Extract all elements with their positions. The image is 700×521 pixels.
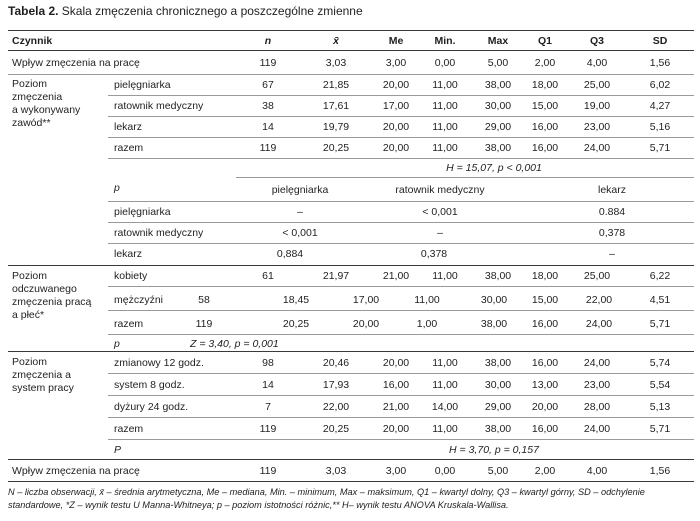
row-label: pielęgniarka (114, 206, 171, 218)
group-title-line: Poziom (12, 78, 48, 90)
value-cell: 11,00 (432, 79, 458, 91)
value-cell: 11,00 (432, 357, 458, 369)
table-rule (8, 351, 694, 352)
table-bottom-rule (8, 481, 694, 482)
group-title-line: a płeć* (12, 309, 45, 321)
value-cell: 29,00 (484, 401, 512, 413)
row-label: dyżury 24 godz. (114, 401, 189, 413)
table-footnote: N – liczba obserwacji, x̄ – średnia arytmetyczna, Me – mediana, Min. – minimum, Max – maksimum, Q1 – kwartyl dolny, Q3 – kwartyl górny, SD – odchylenie standardowe, *Z – wynik testu U Manna-Whitneya; p – poziom istotności różnic,** H– wynik testu ANOVA Kruskala-Wallisa. (8, 487, 645, 510)
value-cell: 22,00 (322, 401, 350, 413)
table-rule (108, 334, 694, 335)
p-header: pielęgniarka (271, 184, 329, 196)
header-q3: Q3 (589, 35, 605, 47)
statistics-table (8, 30, 694, 482)
value-cell: 14,00 (431, 401, 459, 413)
value-cell: 20,00 (382, 79, 410, 91)
value-cell: 20,00 (352, 318, 380, 330)
value-cell: 25,00 (583, 270, 611, 282)
value-cell: 11,00 (432, 270, 458, 282)
group-title-line: odczuwanego (12, 283, 77, 295)
value-cell: 38,00 (484, 270, 512, 282)
group-title (12, 356, 74, 395)
value-cell: 21,97 (322, 270, 350, 282)
value-cell: 38,00 (484, 79, 512, 91)
table-rule (108, 286, 694, 287)
p-label: P (114, 444, 122, 456)
value-cell: 5,00 (487, 465, 509, 477)
value-cell: 2,00 (534, 57, 556, 69)
header-sd: SD (652, 35, 668, 47)
p-value: – (297, 206, 303, 218)
value-cell: 5,13 (649, 401, 671, 413)
group-title-line: Poziom (12, 270, 48, 282)
p-label: p (114, 182, 120, 194)
value-cell: 98 (262, 357, 274, 369)
value-cell: 20,46 (322, 357, 350, 369)
value-cell: 16,00 (382, 379, 410, 391)
value-cell: 16,00 (531, 357, 559, 369)
value-cell: 4,00 (586, 465, 608, 477)
value-cell: 13,00 (531, 379, 559, 391)
value-cell: 29,00 (484, 121, 512, 133)
value-cell: 14 (262, 379, 274, 391)
value-cell: 3,03 (325, 465, 347, 477)
value-cell: 5,71 (649, 318, 671, 330)
p-value: < 0,001 (282, 227, 318, 239)
value-cell: 61 (262, 270, 274, 282)
table-rule (108, 222, 694, 223)
table-top-rule (8, 30, 694, 31)
table-rule (108, 373, 694, 374)
value-cell: 16,00 (531, 121, 559, 133)
value-cell: 20,25 (282, 318, 310, 330)
header-max: Max (487, 35, 509, 47)
p-header: ratownik medyczny (395, 184, 485, 196)
value-cell: 11,00 (414, 294, 440, 306)
value-cell: 7 (265, 401, 271, 413)
header-min: Min. (434, 35, 456, 47)
value-cell: 24,00 (583, 423, 611, 435)
value-cell: 14 (262, 121, 274, 133)
value-cell: 21,00 (382, 401, 410, 413)
value-cell: 119 (259, 57, 277, 69)
row-label: pielęgniarka (114, 79, 171, 91)
row-label: ratownik medyczny (114, 227, 204, 239)
p-value: 0,378 (420, 248, 448, 260)
table-rule (8, 74, 694, 75)
group-title (12, 78, 80, 130)
value-cell: 30,00 (480, 294, 508, 306)
value-cell: 1,00 (416, 318, 438, 330)
value-cell: 4,00 (586, 57, 608, 69)
value-cell: 38,00 (484, 357, 512, 369)
value-cell: 11,00 (432, 142, 458, 154)
value-cell: 119 (259, 423, 277, 435)
value-cell: 3,00 (385, 57, 407, 69)
table-caption-label: Tabela 2. (8, 4, 59, 18)
p-value: 0,378 (598, 227, 626, 239)
group-title-line: zmęczenia a (12, 369, 71, 381)
value-cell: 21,00 (382, 270, 410, 282)
value-cell: 6,22 (649, 270, 671, 282)
value-cell: 30,00 (484, 379, 512, 391)
group-title-line: a wykonywany (12, 104, 81, 116)
value-cell: 24,00 (585, 318, 613, 330)
group-title-line: zmęczenia (12, 91, 63, 103)
value-cell: 16,00 (531, 142, 559, 154)
table-caption-text: Skala zmęczenia chronicznego a poszczególne zmienne (58, 4, 363, 18)
header-n: n (264, 35, 272, 47)
table-rule (108, 137, 694, 138)
table-rule (108, 243, 694, 244)
table-rule (108, 158, 694, 159)
group-title-line: zmęczenia pracą (12, 296, 92, 308)
value-cell: 5,00 (487, 57, 509, 69)
value-cell: 38 (262, 100, 274, 112)
table-rule (108, 395, 694, 396)
value-cell: 17,00 (352, 294, 380, 306)
row-label: Wpływ zmęczenia na pracę (12, 465, 140, 477)
p-value: – (437, 227, 443, 239)
table-rule (108, 310, 694, 311)
table-rule (8, 265, 694, 266)
table-rule (236, 177, 694, 178)
value-cell: 0,00 (434, 57, 456, 69)
value-cell: 18,00 (531, 79, 559, 91)
value-cell: 22,00 (585, 294, 613, 306)
value-cell: 11,00 (432, 121, 458, 133)
value-cell: 20,25 (322, 423, 350, 435)
value-cell: 18,00 (531, 270, 559, 282)
header-q1: Q1 (537, 35, 553, 47)
value-cell: 1,56 (649, 465, 671, 477)
value-cell: 11,00 (432, 100, 458, 112)
p-header: lekarz (597, 184, 627, 196)
value-cell: 17,00 (382, 100, 410, 112)
row-label: mężczyźni (114, 294, 164, 306)
value-cell: 20,25 (322, 142, 350, 154)
value-cell: 25,00 (583, 79, 611, 91)
row-label: system 8 godz. (114, 379, 185, 391)
header-rule (8, 50, 694, 51)
value-cell: 5,71 (649, 142, 671, 154)
value-cell: 3,00 (385, 465, 407, 477)
value-cell: 4,51 (649, 294, 671, 306)
value-cell: 119 (259, 142, 277, 154)
row-label: lekarz (114, 121, 143, 133)
value-cell: 17,93 (322, 379, 350, 391)
table-rule (108, 116, 694, 117)
value-cell: 38,00 (484, 142, 512, 154)
test-result: Z = 3,40, p = 0,001 (190, 338, 279, 350)
value-cell: 119 (259, 465, 277, 477)
value-cell: 4,27 (649, 100, 671, 112)
value-cell: 23,00 (583, 379, 611, 391)
row-label: lekarz (114, 248, 143, 260)
row-label: kobiety (114, 270, 148, 282)
table-rule (108, 417, 694, 418)
row-label: razem (114, 142, 144, 154)
table-rule (108, 439, 694, 440)
table-rule (108, 95, 694, 96)
group-title-line: zawód** (12, 117, 51, 129)
row-label: Wpływ zmęczenia na pracę (12, 57, 140, 69)
value-cell: 5,74 (649, 357, 671, 369)
table-rule (108, 201, 694, 202)
value-cell: 19,79 (322, 121, 350, 133)
value-cell: 58 (198, 294, 210, 306)
row-label: zmianowy 12 godz. (114, 357, 204, 369)
value-cell: 119 (195, 318, 213, 330)
value-cell: 2,00 (534, 465, 556, 477)
value-cell: 24,00 (583, 142, 611, 154)
value-cell: 20,00 (382, 121, 410, 133)
value-cell: 16,00 (531, 423, 559, 435)
table-rule (8, 459, 694, 460)
group-title-line: system pracy (12, 382, 74, 394)
value-cell: 0,00 (434, 465, 456, 477)
p-value: 0.884 (598, 206, 626, 218)
value-cell: 11,00 (432, 423, 458, 435)
value-cell: 20,00 (382, 423, 410, 435)
value-cell: 15,00 (531, 100, 559, 112)
row-label: razem (114, 423, 144, 435)
value-cell: 11,00 (432, 379, 458, 391)
test-result: H = 3,70, p = 0,157 (449, 444, 539, 456)
group-title (12, 270, 91, 322)
p-value: < 0,001 (422, 206, 458, 218)
p-value: 0,884 (276, 248, 304, 260)
value-cell: 6,02 (649, 79, 671, 91)
value-cell: 67 (262, 79, 274, 91)
p-value: – (609, 248, 615, 260)
value-cell: 19,00 (583, 100, 611, 112)
value-cell: 30,00 (484, 100, 512, 112)
value-cell: 16,00 (531, 318, 559, 330)
value-cell: 5,16 (649, 121, 671, 133)
value-cell: 5,54 (649, 379, 671, 391)
value-cell: 20,00 (531, 401, 559, 413)
header-factor: Czynnik (12, 35, 53, 47)
row-label: razem (114, 318, 144, 330)
value-cell: 21,85 (322, 79, 350, 91)
table-caption (8, 4, 363, 18)
value-cell: 20,00 (382, 357, 410, 369)
p-label: p (114, 338, 120, 350)
value-cell: 28,00 (583, 401, 611, 413)
value-cell: 18,45 (282, 294, 310, 306)
value-cell: 17,61 (322, 100, 350, 112)
value-cell: 15,00 (531, 294, 559, 306)
value-cell: 23,00 (583, 121, 611, 133)
value-cell: 5,71 (649, 423, 671, 435)
test-result: H = 15,07, p < 0,001 (446, 162, 542, 174)
value-cell: 38,00 (484, 423, 512, 435)
header-mean: x̄ (333, 35, 339, 47)
value-cell: 3,03 (325, 57, 347, 69)
header-me: Me (388, 35, 404, 47)
value-cell: 1,56 (649, 57, 671, 69)
value-cell: 38,00 (480, 318, 508, 330)
group-title-line: Poziom (12, 356, 48, 368)
row-label: ratownik medyczny (114, 100, 204, 112)
value-cell: 24,00 (583, 357, 611, 369)
value-cell: 20,00 (382, 142, 410, 154)
